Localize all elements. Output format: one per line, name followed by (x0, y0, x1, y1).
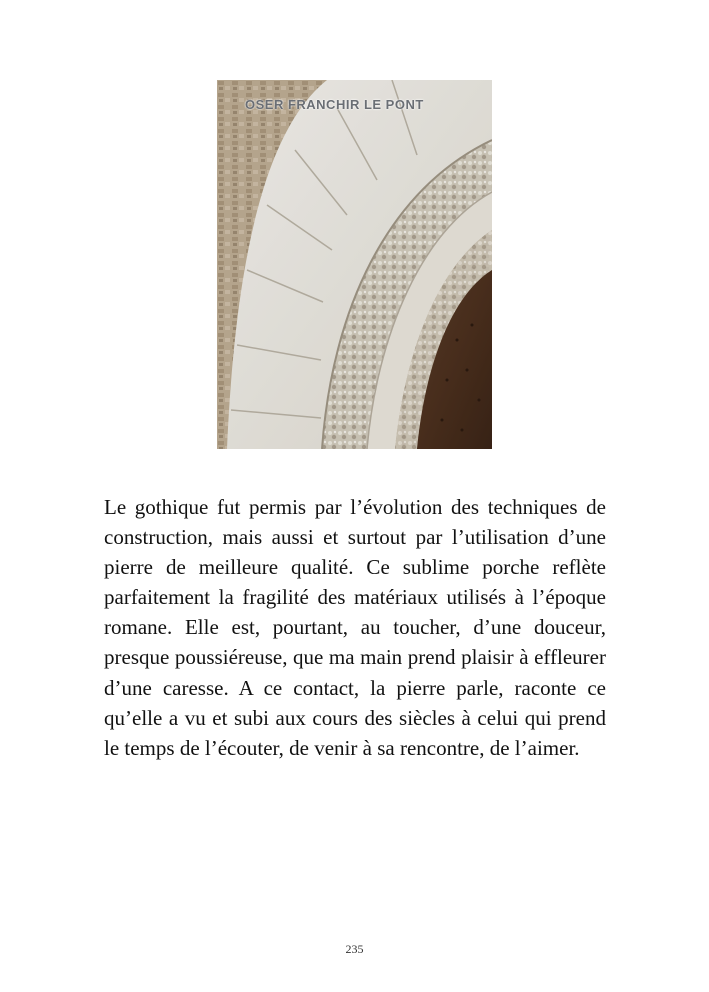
page-number: 235 (345, 942, 364, 956)
porch-photo (217, 80, 492, 449)
stone-arch-image (217, 80, 492, 449)
body-paragraph: Le gothique fut permis par l’évolution des techniques de construction, mais aussi et surtout par l’utilisation d’une pierre de meilleure qualité. Ce sublime porche reflète parfaitement la fragilité des matériaux utilisés à l’époque romane. Elle est, pourtant, au toucher, d’une douceur, presque poussiéreuse, que ma main prend plaisir à effleurer d’une caresse. A ce contact, la pierre parle, raconte ce qu’elle a vu et subi aux cours des siècles à celui qui prend le temps de l’écouter, de venir à sa rencontre, de l’aimer. (104, 495, 606, 760)
photo-caption: OSER FRANCHIR LE PONT (245, 97, 424, 112)
